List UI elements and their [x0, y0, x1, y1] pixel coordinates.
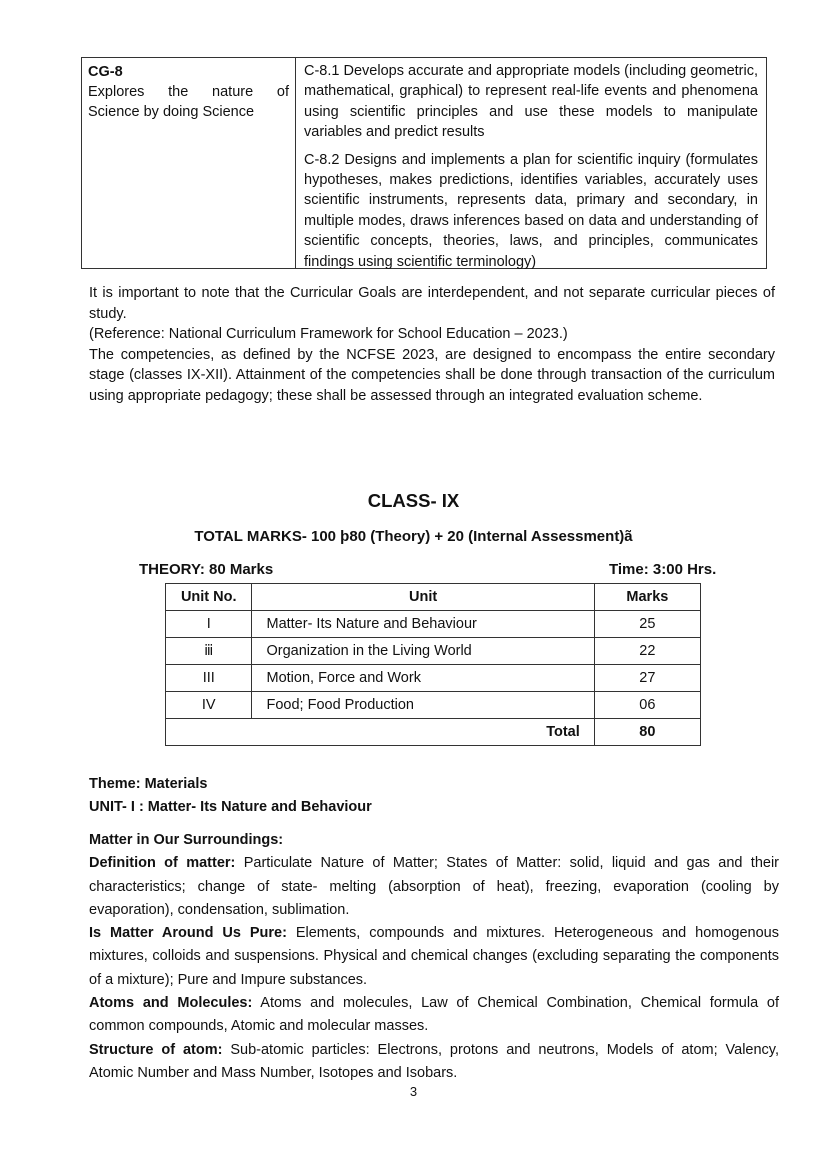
competencies-cell: [296, 58, 766, 268]
competency-c82: C-8.2 Designs and implements a plan for scientific inquiry (formulates hypotheses, makes predictions, identifies variables, accurately uses scientific instruments, represents data, primary and secondary, in multiple modes, draws inferences based on data and understanding of scientific concepts, theories, laws, and principles, communicates findings using scientific terminology): [304, 151, 758, 270]
curricular-goal-cell: [82, 58, 296, 268]
atoms-label: Atoms and Molecules:: [89, 995, 253, 1012]
table-row: [166, 692, 701, 719]
unit-name: Organization in the Living World: [252, 638, 594, 665]
table-row: [166, 611, 701, 638]
marks-table: [165, 583, 701, 746]
unit-no: IV: [166, 692, 252, 719]
total-marks-heading: TOTAL MARKS- 100 þ80 (Theory) + 20 (Internal Assessment)ã: [194, 528, 633, 545]
total-value: 80: [594, 719, 700, 746]
unit-name: Matter- Its Nature and Behaviour: [252, 611, 594, 638]
structure-paragraph: [89, 1039, 779, 1086]
unit-no: ⅲ: [166, 638, 252, 665]
pure-text: Elements, compounds and mixtures. Heterogeneous and homogenous mixtures, colloids and suspensions. Physical and chemical changes (excluding separating the components of a mixture); Pure and Impure substances.: [89, 925, 779, 988]
unit-name: Motion, Force and Work: [252, 665, 594, 692]
unit-content: [89, 829, 779, 1085]
goal-description-line1: Explores the nature of: [88, 84, 289, 100]
note-reference: (Reference: National Curriculum Framework for School Education – 2023.): [89, 326, 568, 342]
pure-paragraph: [89, 922, 779, 992]
class-heading: CLASS- IX: [367, 490, 460, 511]
header-marks: Marks: [594, 584, 700, 611]
structure-label: Structure of atom:: [89, 1041, 223, 1058]
unit-no: III: [166, 665, 252, 692]
theory-marks-label: THEORY: 80 Marks: [139, 561, 274, 578]
note-competencies: The competencies, as defined by the NCFSE 2023, are designed to encompass the entire secondary stage (classes IX-XII). Attainment of the competencies shall be done through transaction of the curriculum using appropriate pedagogy; these shall be assessed through an integrated evaluation scheme.: [89, 346, 775, 404]
notes-block: [89, 283, 775, 406]
unit-marks: 25: [594, 611, 700, 638]
unit-marks: 06: [594, 692, 700, 719]
header-unit-no: Unit No.: [166, 584, 252, 611]
header-unit: Unit: [252, 584, 594, 611]
definition-paragraph: [89, 852, 779, 922]
atoms-text: Atoms and molecules, Law of Chemical Combination, Chemical formula of common compounds, Atomic and molecular masses.: [89, 995, 779, 1035]
table-row: [166, 638, 701, 665]
page-number: 3: [409, 1084, 418, 1099]
unit-marks: 27: [594, 665, 700, 692]
structure-text: Sub-atomic particles: Electrons, protons and neutrons, Models of atom; Valency, Atomic Number and Mass Number, Isotopes and Isobars.: [89, 1041, 779, 1081]
curricular-goal-table: [81, 57, 767, 269]
definition-label: Definition of matter:: [89, 855, 236, 872]
total-row: [166, 719, 701, 746]
marks-table-header: [166, 584, 701, 611]
unit-name: Food; Food Production: [252, 692, 594, 719]
goal-code: CG-8: [88, 64, 123, 80]
unit-no: I: [166, 611, 252, 638]
table-row: [166, 665, 701, 692]
pure-label: Is Matter Around Us Pure:: [89, 925, 287, 942]
unit-heading: UNIT- I : Matter- Its Nature and Behaviour: [89, 799, 372, 815]
theme-heading: Theme: Materials: [89, 776, 208, 792]
section-heading-surroundings: Matter in Our Surroundings:: [89, 832, 284, 848]
total-label: Total: [166, 719, 595, 746]
time-label: Time: 3:00 Hrs.: [609, 561, 717, 578]
unit-marks: 22: [594, 638, 700, 665]
theme-block: [89, 773, 779, 819]
competency-c81: C-8.1 Develops accurate and appropriate models (including geometric, mathematical, graphical) to represent real-life events and phenomena using scientific principles and use these models to manipulate variables and predict results: [304, 63, 758, 141]
atoms-paragraph: [89, 992, 779, 1039]
definition-text: Particulate Nature of Matter; States of Matter: solid, liquid and gas and their characteristics; change of state- melting (absorption of heat), freezing, evaporation (cooling by evaporation), condensation, sublimation.: [89, 855, 779, 918]
note-interdependent: It is important to note that the Curricular Goals are interdependent, and not separate curricular pieces of study.: [89, 285, 775, 322]
goal-description-line2: Science by doing Science: [88, 104, 255, 120]
